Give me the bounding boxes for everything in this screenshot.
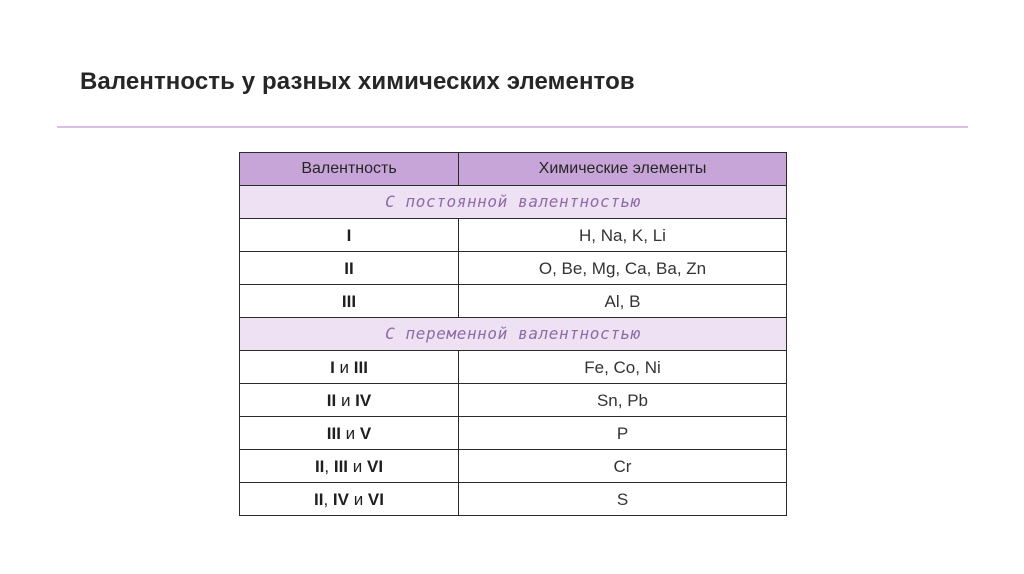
valence-conjunction: и xyxy=(336,390,356,410)
valence-roman: II xyxy=(314,456,325,476)
valence-roman: I xyxy=(330,357,335,377)
title-divider xyxy=(57,126,968,128)
section-label: С постоянной валентностью xyxy=(240,186,787,219)
elements-cell: Al, B xyxy=(459,285,787,318)
table-header-row xyxy=(240,153,787,186)
valence-cell xyxy=(240,219,459,252)
valence-roman: II xyxy=(314,489,324,509)
valence-cell xyxy=(240,417,459,450)
section-label: С переменной валентностью xyxy=(240,318,787,351)
valence-conjunction: и xyxy=(340,423,360,443)
header-valence: Валентность xyxy=(240,153,459,186)
valence-table xyxy=(239,152,787,516)
elements-cell: Sn, Pb xyxy=(459,384,787,417)
elements-cell: O, Be, Mg, Ca, Ba, Zn xyxy=(459,252,787,285)
elements-cell: Cr xyxy=(459,450,787,483)
slide-title: Валентность у разных химических элементов xyxy=(80,68,635,95)
valence-roman: IV xyxy=(332,489,349,509)
valence-roman: III xyxy=(353,357,368,377)
valence-cell xyxy=(240,285,459,318)
header-elements: Химические элементы xyxy=(459,153,787,186)
section-row-constant xyxy=(240,186,787,219)
valence-roman: I xyxy=(346,225,352,245)
valence-roman: III xyxy=(341,291,357,311)
elements-cell: P xyxy=(459,417,787,450)
valence-cell xyxy=(240,450,459,483)
valence-roman: V xyxy=(359,423,372,443)
valence-conjunction: , xyxy=(324,456,334,476)
valence-cell xyxy=(240,252,459,285)
valence-conjunction: и xyxy=(348,489,368,509)
table-row xyxy=(240,417,787,450)
elements-cell: Fe, Co, Ni xyxy=(459,351,787,384)
table-row xyxy=(240,450,787,483)
elements-cell: S xyxy=(459,483,787,516)
table-row xyxy=(240,351,787,384)
valence-conjunction: и xyxy=(334,357,354,377)
table-row xyxy=(240,285,787,318)
table-row xyxy=(240,483,787,516)
valence-roman: III xyxy=(333,456,349,476)
section-row-variable xyxy=(240,318,787,351)
table-row xyxy=(240,252,787,285)
valence-roman: IV xyxy=(355,390,372,410)
table-row xyxy=(240,219,787,252)
valence-cell xyxy=(240,351,459,384)
table-row xyxy=(240,384,787,417)
valence-cell xyxy=(240,483,459,516)
valence-roman: VI xyxy=(366,456,384,476)
valence-conjunction: и xyxy=(348,456,367,476)
elements-cell: H, Na, K, Li xyxy=(459,219,787,252)
valence-roman: II xyxy=(326,390,337,410)
valence-roman: II xyxy=(344,258,354,278)
valence-roman: VI xyxy=(367,489,384,509)
valence-cell xyxy=(240,384,459,417)
valence-conjunction: , xyxy=(323,489,333,509)
valence-roman: III xyxy=(326,423,341,443)
